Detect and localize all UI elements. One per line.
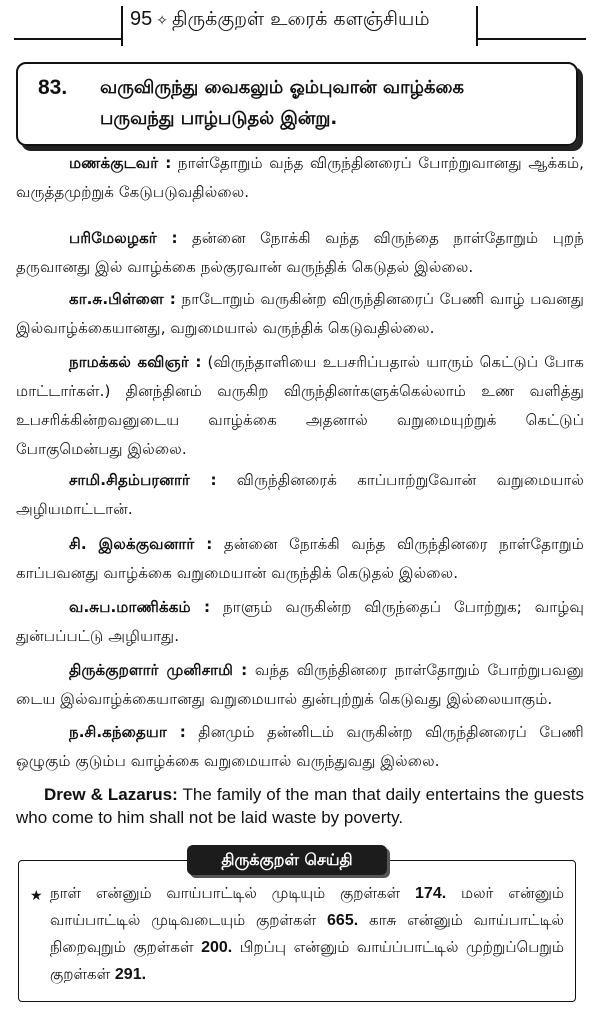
translation-text: The family of the man that daily entertains the guests who come to him shall not be laid waste by poverty. (16, 785, 584, 827)
header-rule-right (476, 38, 586, 40)
commentator-name: வ.சுப.மாணிக்கம் : (69, 598, 211, 616)
commentator-name: பரிமேலழகர் : (69, 229, 178, 247)
star-icon: ★ (30, 888, 43, 904)
kural-line-1: வருவிருந்து வைகலும் ஓம்புவான் வாழ்க்கை (100, 77, 465, 98)
commentary-paragraph (16, 718, 584, 776)
commentary-text: வந்த விருந்தினரை நாள்தோறும் போற்றுபவனு டைய இல்வாழ்க்கையானது வறுமையால் துன்புற்றுக் கெடுவது இல்லையாகும். (16, 661, 585, 708)
commentary-paragraph (16, 224, 584, 282)
page-number: 95 (130, 8, 153, 30)
header-rule-left (14, 38, 121, 40)
commentary-text: தன்னை நோக்கி வந்த விருந்தை நாள்தோறும் புறந் தருவானது இல் வாழ்க்கை நல்குரவான் வருந்திக் கெடுதல் இல்லை. (16, 229, 585, 276)
message-part: நாள் என்னும் வாய்பாட்டில் முடியும் குறள்கள் (50, 884, 401, 902)
count-number: 174. (415, 885, 447, 902)
header-divider-right (476, 6, 478, 46)
count-number: 291. (114, 966, 147, 983)
commentary-paragraph (16, 530, 584, 588)
commentary-text: நாள்தோறும் வந்த விருந்தினரைப் போற்றுவானது ஆக்கம், வருத்தமுற்றுக் கேடுபடுவதில்லை. (16, 154, 585, 201)
message-part: காசு என்னும் வாய்பாட்டில் நிறைவுறும் குறள்கள் (50, 911, 564, 956)
kural-number: 83. (38, 76, 68, 99)
message-title: திருக்குறள் செய்தி (187, 845, 387, 875)
commentary-text: நாடோறும் வருகின்ற விருந்தினரைப் பேணி வாழ் பவனது இல்வாழ்க்கையானது, வறுமையால் வருந்திக் கெடுவதில்லை. (16, 290, 585, 337)
commentary-paragraph (16, 285, 584, 343)
commentator-name: ந.சி.கந்தையா : (69, 723, 186, 741)
count-number: 665. (327, 912, 359, 929)
commentator-name: சி. இலக்குவனார் : (69, 535, 213, 553)
page-header (0, 0, 600, 48)
commentator-name: நாமக்கல் கவிஞர் : (69, 353, 202, 371)
commentary-paragraph (16, 348, 584, 464)
english-translation (16, 783, 584, 829)
message-part: மலர் என்னும் வாய்பாட்டில் முடிவடையும் குறள்கள் (50, 884, 564, 929)
count-number: 200. (201, 939, 233, 956)
commentator-name: மணக்குடவர் : (69, 154, 172, 172)
commentary-text: தன்னை நோக்கி வந்த விருந்தினரை நாள்தோறும் காப்பவனது வாழ்க்கை வறுமையான் வருந்திக் கெடுதல் இல்லை. (16, 535, 584, 582)
commentary-text: நாளும் வருகின்ற விருந்தைப் போற்றுக; வாழ்வு துன்பப்பட்டு அழியாது. (16, 598, 584, 645)
book-title: திருக்குறள் உரைக் களஞ்சியம் (171, 8, 430, 30)
message-part: பிறப்பு என்னும் வாய்ப்பாட்டில் முற்றுப்பெறும் குறள்கள் (50, 938, 564, 983)
header-divider-left (121, 6, 123, 46)
commentary-text: விருந்தினரைக் காப்பாற்றுவோன் வறுமையால் அழியமாட்டான். (16, 471, 584, 518)
commentary-text: தினமும் தன்னிடம் வருகின்ற விருந்தினரைப் பேணி ஒழுகும் குடும்ப வாழ்க்கை வறுமையால் வருந்துவது இல்லை. (16, 723, 585, 770)
commentator-name: திருக்குறளார் முனிசாமி : (69, 661, 248, 679)
commentary-text: (விருந்தாளியை உபசரிப்பதால் யாரும் கெட்டுப் போக மாட்டார்கள்.) தினந்தினம் வருகிற விருந்தினர்களுக்கெல்லாம் உண வளித்து உபசரிக்கின்றவனுடைய வாழ்க்கை அதனால் வறுமையுற்றுக் கெட்டுப் போகுமென்பது இல்லை. (16, 353, 584, 458)
header-text (130, 8, 470, 33)
commentator-name: சாமி.சிதம்பரனார் : (69, 471, 217, 489)
commentary-paragraph (16, 593, 584, 651)
commentary-paragraph (16, 656, 584, 714)
translator-name: Drew & Lazarus: (44, 785, 178, 804)
kural-line-2: பருவந்து பாழ்படுதல் இன்று. (100, 108, 338, 129)
diamond-icon: ✧ (156, 13, 168, 29)
commentary-paragraph (16, 466, 584, 524)
commentary-paragraph (16, 149, 584, 207)
commentator-name: கா.சு.பிள்ளை : (69, 290, 176, 308)
kural-box (16, 62, 578, 146)
message-text (50, 880, 564, 988)
